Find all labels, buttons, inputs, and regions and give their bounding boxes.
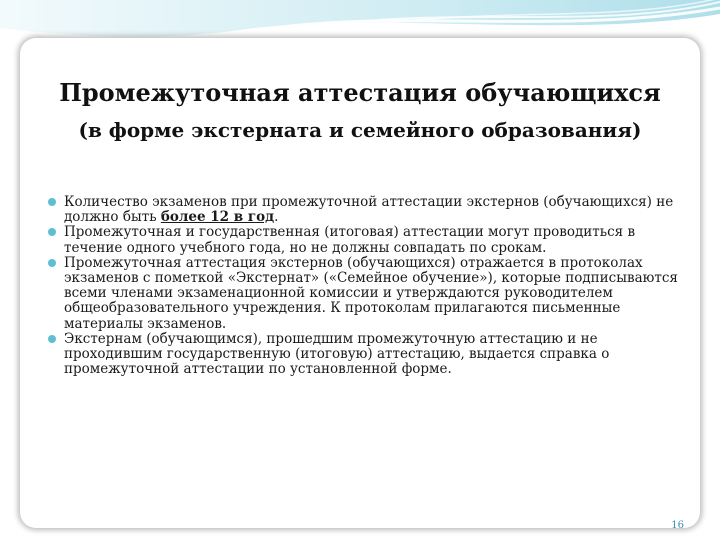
bullet-item: Количество экзаменов при промежуточной аттестации экстернов (обучающихся) не должно быть более 12 в год. xyxy=(50,195,690,225)
emphasis-text: более 12 в год xyxy=(160,209,275,226)
bullet-icon xyxy=(48,198,56,206)
bullet-list xyxy=(50,195,690,377)
bullet-icon xyxy=(48,335,56,343)
slide-title: Промежуточная аттестация обучающихся xyxy=(59,78,661,107)
bullet-item: Промежуточная и государственная (итоговая) аттестации могут проводиться в течение одного учебного года, но не должны совпадать по срокам. xyxy=(50,225,690,255)
bullet-item: Промежуточная аттестация экстернов (обучающихся) отражается в протоколах экзаменов с пометкой «Экстернат» («Семейное обучение»), которые подписываются всеми членами экзаменационной комиссии и утверждаются руководителем общеобразовательного учреждения. К протоколам прилагаются письменные материалы экзаменов. xyxy=(50,256,690,332)
bullet-item: Экстернам (обучающимся), прошедшим промежуточную аттестацию и не проходившим государственную (итоговую) аттестацию, выдается справка о промежуточной аттестации по установленной форме. xyxy=(50,332,690,378)
bullet-icon xyxy=(48,259,56,267)
page-number: 16 xyxy=(671,520,684,531)
slide-subtitle: (в форме экстерната и семейного образования) xyxy=(78,118,642,142)
bullet-icon xyxy=(48,228,56,236)
